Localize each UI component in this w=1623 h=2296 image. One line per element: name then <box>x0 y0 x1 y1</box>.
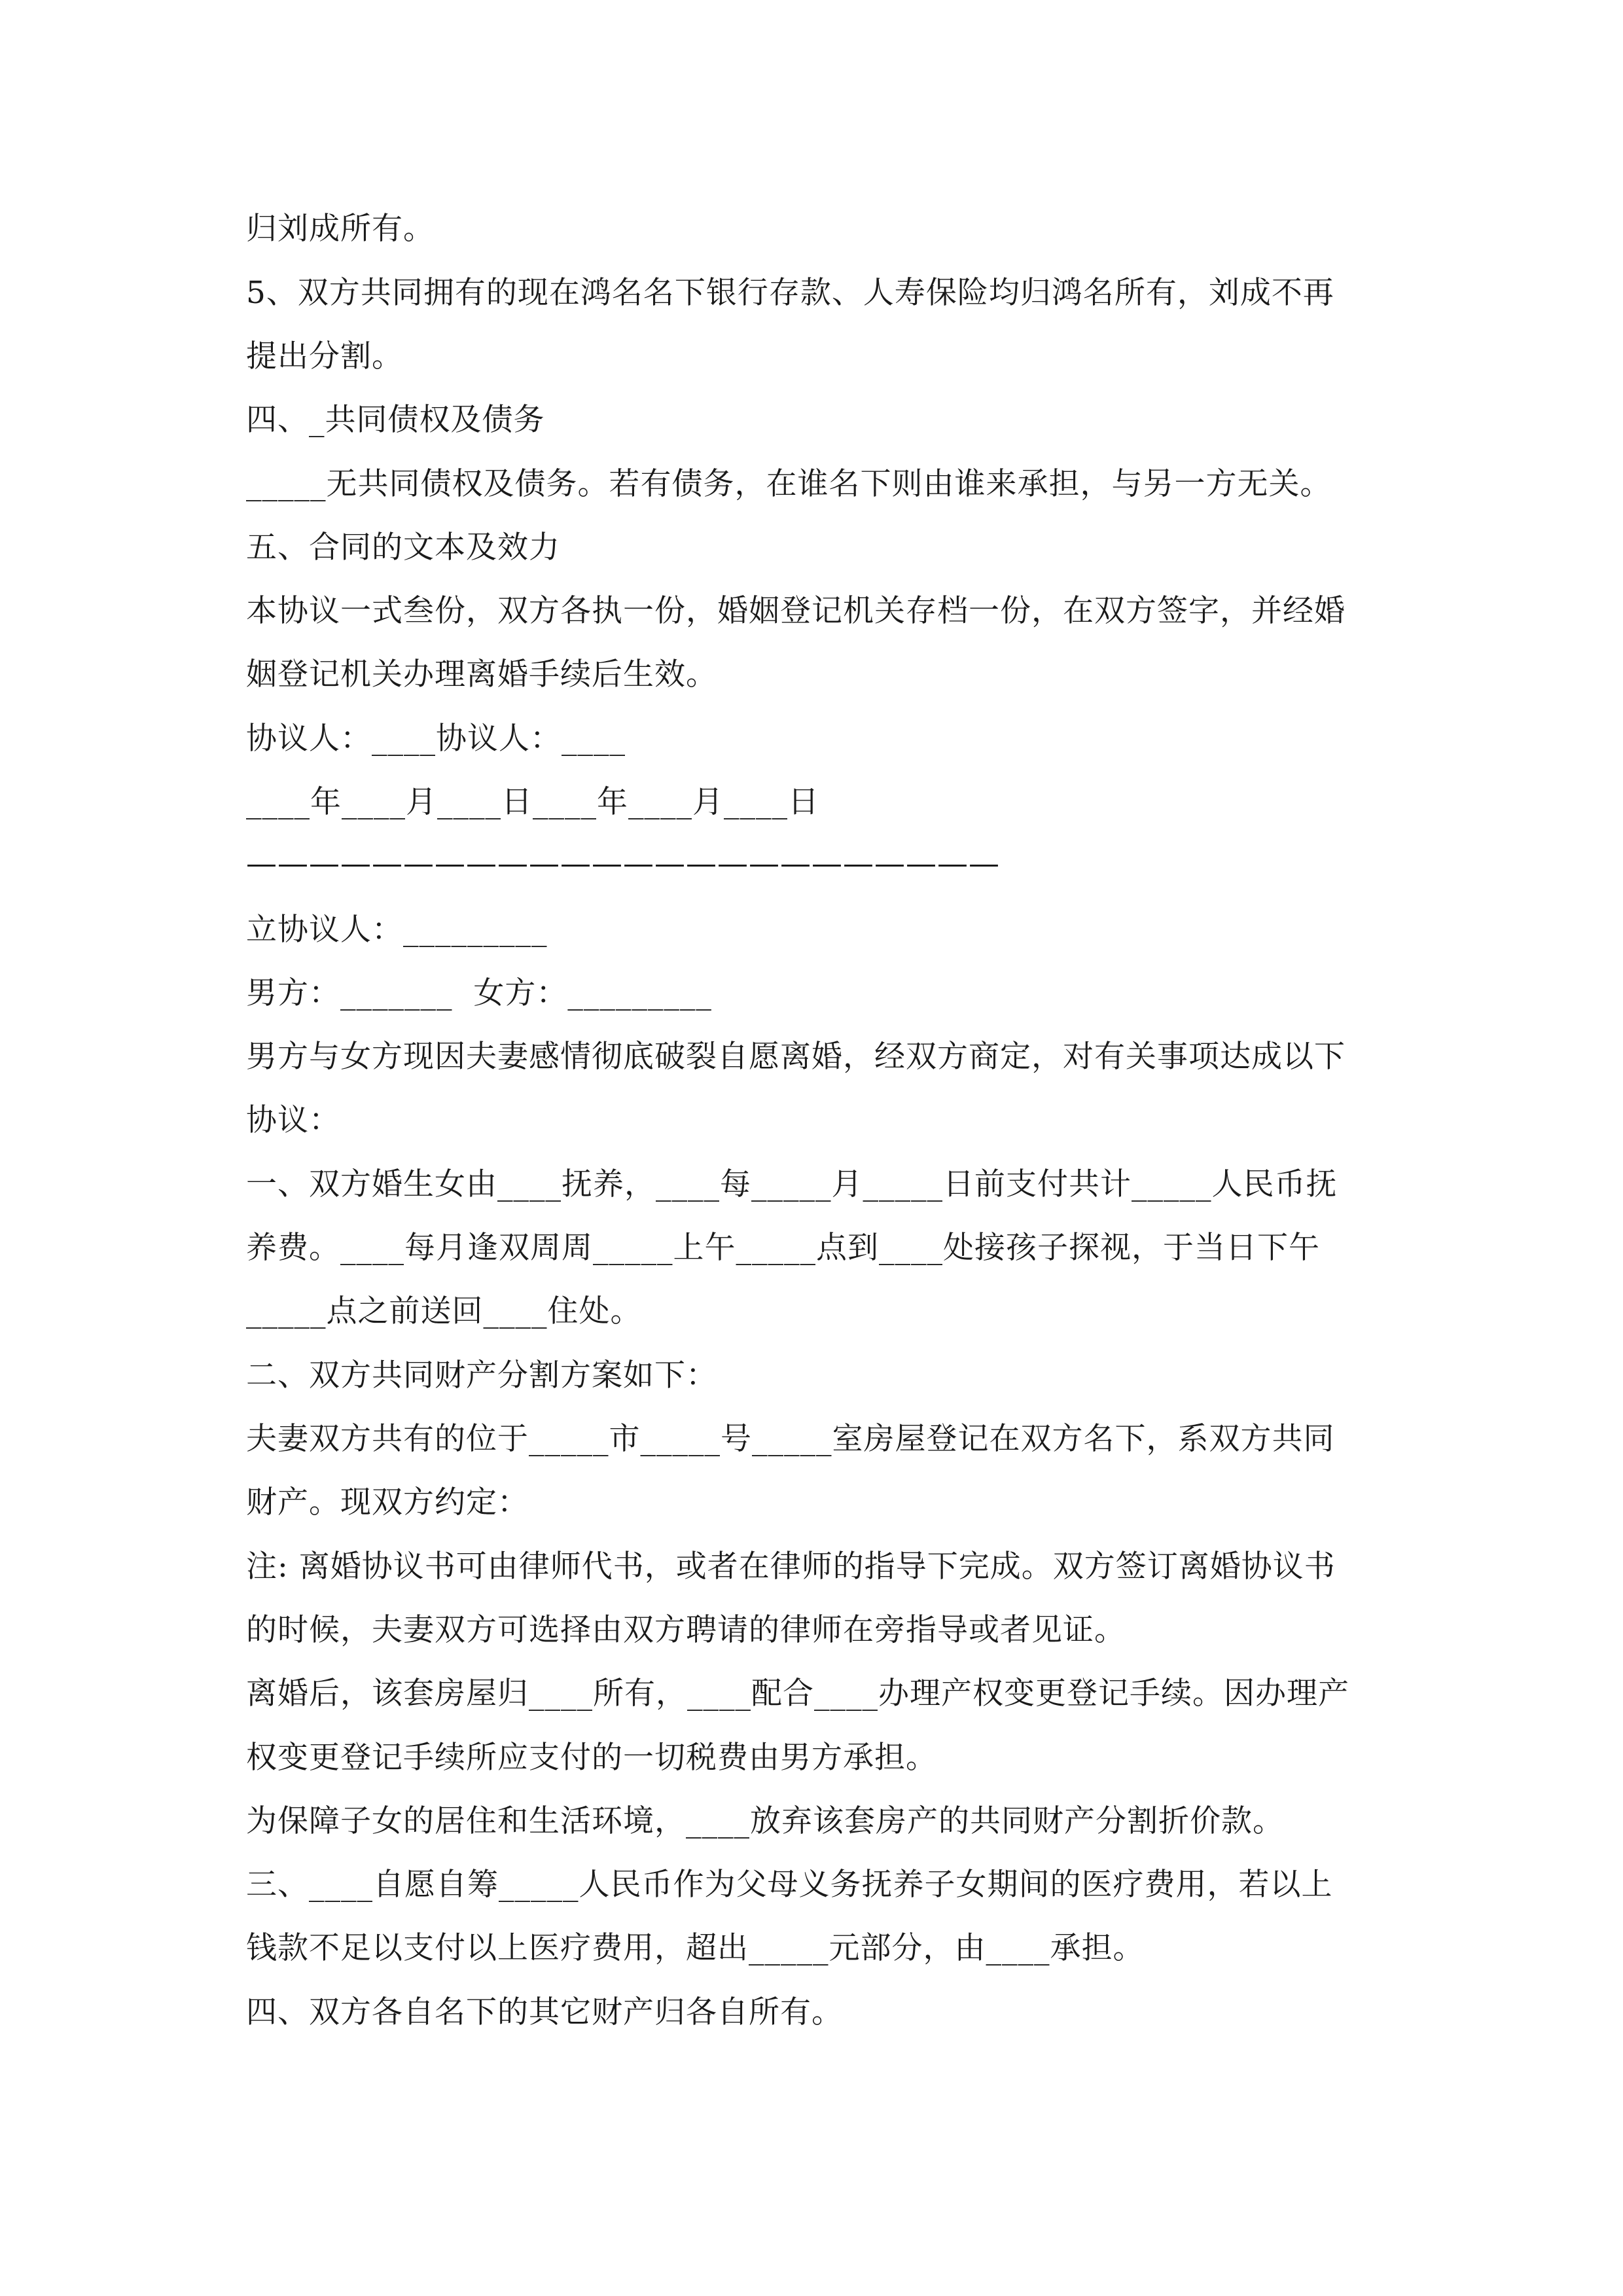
text-line-25: 权变更登记手续所应支付的一切税费由男方承担。 <box>246 1740 937 1776</box>
text-line-15: 协议： <box>246 1102 340 1138</box>
text-line-3: 提出分割。 <box>246 338 403 374</box>
text-line-8: 姻登记机关办理离婚手续后生效。 <box>246 656 717 692</box>
text-line-27: 三、____自愿自筹_____人民币作为父母义务抚养子女期间的医疗费用，若以上 <box>246 1867 1333 1903</box>
text-line-28: 钱款不足以支付以上医疗费用，超出_____元部分，由____承担。 <box>246 1930 1145 1966</box>
text-line-12: 立协议人：_________ <box>246 912 548 948</box>
text-line-19: 二、双方共同财产分割方案如下： <box>246 1357 717 1393</box>
text-line-13: 男方：_______ 女方：_________ <box>246 975 712 1011</box>
text-line-16: 一、双方婚生女由____抚养，____每_____月_____日前支付共计_____人民币抚 <box>246 1166 1338 1202</box>
text-line-17: 养费。____每月逢双周周_____上午_____点到____处接孩子探视，于当日下午 <box>246 1230 1320 1266</box>
text-line-14: 男方与女方现因夫妻感情彻底破裂自愿离婚，经双方商定，对有关事项达成以下 <box>246 1039 1346 1075</box>
text-line-24: 离婚后，该套房屋归____所有，____配合____办理产权变更登记手续。因办理产 <box>246 1676 1349 1712</box>
text-line-2: 5、双方共同拥有的现在鸿名名下银行存款、人寿保险均归鸿名所有，刘成不再 <box>246 275 1334 311</box>
text-line-18: _____点之前送回____住处。 <box>246 1293 642 1329</box>
text-line-1: 归刘成所有。 <box>246 211 435 247</box>
signature-line: 协议人：____协议人：____ <box>246 721 626 757</box>
text-line-20: 夫妻双方共有的位于_____市_____号_____室房屋登记在双方名下，系双方共同 <box>246 1421 1335 1457</box>
section-heading-5: 五、合同的文本及效力 <box>246 529 560 565</box>
text-line-26: 为保障子女的居住和生活环境，____放弃该套房产的共同财产分割折价款。 <box>246 1803 1284 1839</box>
date-line: ____年____月____日____年____月____日 <box>246 784 819 820</box>
separator-line: ———————————————————————— <box>246 846 1000 882</box>
text-line-21: 财产。现双方约定： <box>246 1484 529 1520</box>
text-line-23: 的时候，夫妻双方可选择由双方聘请的律师在旁指导或者见证。 <box>246 1612 1126 1648</box>
text-line-7: 本协议一式叁份，双方各执一份，婚姻登记机关存档一份，在双方签字，并经婚 <box>246 593 1346 629</box>
text-line-5: _____无共同债权及债务。若有债务，在谁名下则由谁来承担，与另一方无关。 <box>246 466 1332 502</box>
section-heading-4: 四、_共同债权及债务 <box>246 402 545 438</box>
text-line-22: 注: 离婚协议书可由律师代书，或者在律师的指导下完成。双方签订离婚协议书 <box>246 1549 1336 1585</box>
text-line-29: 四、双方各自名下的其它财产归各自所有。 <box>246 1994 843 2030</box>
